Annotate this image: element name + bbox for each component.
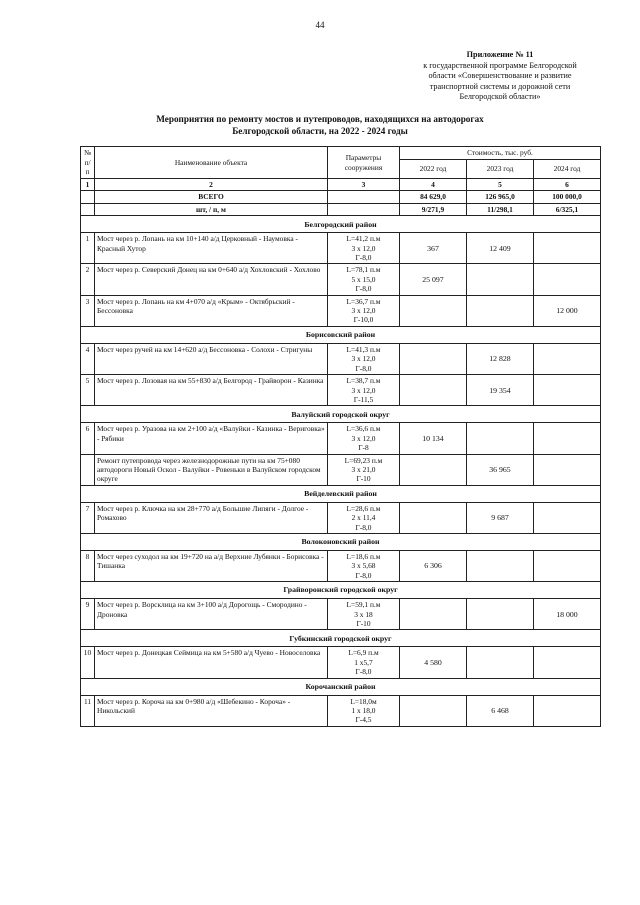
district-name: Валуйский городской округ	[81, 406, 601, 423]
object-num: 8	[81, 550, 95, 581]
object-num: 6	[81, 423, 95, 454]
object-param-line: Г-10	[356, 619, 371, 628]
units-2022: 9/271,9	[400, 203, 467, 215]
appendix-line: транспортной системы и дорожной сети	[429, 81, 571, 91]
header-params: Параметры сооружения	[328, 147, 400, 179]
object-row	[81, 375, 601, 406]
object-param-line: Г-8	[358, 443, 369, 453]
cost-2024	[534, 647, 601, 678]
cost-2024	[534, 264, 601, 295]
index-cell: 5	[467, 179, 534, 191]
header-num: № п/п	[81, 147, 95, 179]
cost-2024	[534, 423, 601, 454]
units-2023: 11/298,1	[467, 203, 534, 215]
appendix-line: к государственной программе Белгородской	[423, 60, 577, 70]
total-params	[328, 191, 400, 203]
object-num: 2	[81, 264, 95, 295]
appendix-line: Белгородской области»	[459, 92, 541, 101]
object-params	[328, 264, 400, 295]
object-row	[81, 647, 601, 678]
header-name: Наименование объекта	[95, 147, 328, 179]
cost-2022: 6 306	[400, 550, 467, 581]
object-name: Мост через р. Уразова на км 2+100 а/д «Валуйки - Казинка - Вериговка» - Рябики	[95, 423, 328, 454]
object-row	[81, 233, 601, 264]
header-cost: Стоимость, тыс. руб.	[400, 147, 601, 160]
appendix-line: области «Совершенствование и развитие	[428, 71, 572, 80]
object-param-line: L=28,6 п.м	[346, 503, 381, 513]
index-cell: 6	[534, 179, 601, 191]
object-params	[328, 599, 400, 630]
object-param-line: L=18,0м	[350, 696, 377, 706]
units-row	[81, 203, 601, 215]
object-params	[328, 423, 400, 454]
object-param-line: 5 х 15,0	[351, 274, 376, 284]
cost-2023: 12 828	[467, 343, 534, 374]
cost-2022	[400, 454, 467, 485]
object-param-line: 2 х 11,4	[351, 513, 376, 523]
object-name: Мост через р. Лопань на км 4+070 а/д «Крым» - Октябрьский - Бессоновка	[95, 295, 328, 326]
object-param-line: L=78,1 п.м	[346, 265, 381, 275]
object-param-line: 3 х 18	[354, 609, 373, 619]
object-params	[328, 343, 400, 374]
cost-2022	[400, 695, 467, 726]
units-2024: 6/325,1	[534, 203, 601, 215]
district-row	[81, 216, 601, 233]
object-param-line: L=18,6 п.м	[346, 551, 381, 561]
cost-2024: 18 000	[534, 599, 601, 630]
cost-2023: 36 965	[467, 454, 534, 485]
district-row	[81, 406, 601, 423]
cost-2024	[534, 695, 601, 726]
cost-2023	[467, 264, 534, 295]
object-param-line: 1 х5,7	[354, 657, 373, 667]
header-2024: 2024 год	[534, 160, 601, 179]
cost-2023	[467, 550, 534, 581]
object-param-line: 3 х 12,0	[351, 243, 376, 253]
district-row	[81, 678, 601, 695]
object-param-line: L=69,23 п.м	[344, 455, 383, 465]
index-cell: 1	[81, 179, 95, 191]
object-num: 3	[81, 295, 95, 326]
total-2023: 126 965,0	[467, 191, 534, 203]
object-param-line: Г-10,0	[353, 315, 374, 325]
object-name: Мост через суходол на км 19+720 на а/д Верхние Лубянки - Борисовка - Тишанка	[95, 550, 328, 581]
object-param-line: Г-4,5	[355, 715, 372, 725]
district-name: Волоконовский район	[81, 533, 601, 550]
district-row	[81, 630, 601, 647]
cost-2023: 19 354	[467, 375, 534, 406]
object-row	[81, 295, 601, 326]
header-2022: 2022 год	[400, 160, 467, 179]
object-name: Мост через р. Лозовая на км 55+830 а/д Белгород - Грайворон - Казинка	[95, 375, 328, 406]
object-params	[328, 695, 400, 726]
units-params	[328, 203, 400, 215]
object-param-line: L=36,6 п.м	[346, 424, 381, 434]
cost-2023: 6 468	[467, 695, 534, 726]
object-row	[81, 454, 601, 485]
cost-2022	[400, 295, 467, 326]
object-param-line: L=38,7 п.м	[346, 376, 381, 386]
cost-2024	[534, 343, 601, 374]
object-name: Мост через р. Донецкая Сеймица на км 5+580 а/д Чуево - Новоселовка	[95, 647, 328, 678]
header-row	[81, 147, 601, 160]
object-params	[328, 233, 400, 264]
object-param-line: 3 х 12,0	[351, 385, 376, 395]
object-param-line: L=36,7 п.м	[346, 296, 381, 306]
object-params	[328, 502, 400, 533]
object-num: 11	[81, 695, 95, 726]
total-2024: 100 000,0	[534, 191, 601, 203]
cost-2022	[400, 343, 467, 374]
district-name: Вейделевский район	[81, 485, 601, 502]
object-name: Ремонт путепровода через железнодорожные пути на км 75+080 автодороги Новый Оскол - Валуйки - Ровеньки в Валуйском городском округе	[95, 454, 328, 485]
object-num: 10	[81, 647, 95, 678]
object-params	[328, 454, 400, 485]
object-row	[81, 599, 601, 630]
object-param-line: 3 х 12,0	[351, 354, 376, 364]
cost-2023	[467, 423, 534, 454]
page-number: 44	[315, 20, 325, 30]
object-param-line: L=59,1 п.м	[346, 600, 381, 610]
object-num: 1	[81, 233, 95, 264]
object-name: Мост через р. Лопань на км 10+140 а/д Церковный - Наумовка - Красный Хутор	[95, 233, 328, 264]
cost-2023	[467, 295, 534, 326]
object-param-line: 3 х 5,68	[351, 561, 376, 571]
total-label: ВСЕГО	[95, 191, 328, 203]
object-row	[81, 502, 601, 533]
total-num	[81, 191, 95, 203]
object-param-line: Г-8,0	[355, 284, 372, 294]
object-name: Мост через р. Ворсклица на км 3+100 а/д Дорогощь - Смородино - Дроновка	[95, 599, 328, 630]
object-param-line: Г-10	[356, 474, 371, 484]
object-param-line: L=41,3 п.м	[346, 344, 381, 354]
district-row	[81, 326, 601, 343]
object-params	[328, 375, 400, 406]
object-param-line: Г-8,0	[355, 570, 372, 580]
object-row	[81, 343, 601, 374]
units-num	[81, 203, 95, 215]
object-name: Мост через р. Короча на км 0+980 а/д «Шебекино - Короча» - Никольский	[95, 695, 328, 726]
object-num: 4	[81, 343, 95, 374]
object-param-line: L=41,2 п.м	[346, 234, 381, 244]
cost-2022	[400, 502, 467, 533]
object-param-line: Г-8,0	[355, 522, 372, 532]
column-index-row	[81, 179, 601, 191]
object-num: 7	[81, 502, 95, 533]
header-2023: 2023 год	[467, 160, 534, 179]
object-row	[81, 423, 601, 454]
cost-2022: 25 097	[400, 264, 467, 295]
appendix-block	[385, 50, 615, 103]
index-cell: 2	[95, 179, 328, 191]
district-row	[81, 485, 601, 502]
cost-2023	[467, 599, 534, 630]
appendix-title: Приложение № 11	[466, 50, 534, 59]
total-row	[81, 191, 601, 203]
cost-2022	[400, 599, 467, 630]
object-row	[81, 550, 601, 581]
district-name: Губкинский городской округ	[81, 630, 601, 647]
object-param-line: 1 х 18,0	[351, 706, 376, 716]
bridges-table	[80, 146, 601, 727]
object-params	[328, 295, 400, 326]
district-name: Белгородский район	[81, 216, 601, 233]
cost-2024	[534, 502, 601, 533]
district-name: Грайворонский городской округ	[81, 582, 601, 599]
cost-2024	[534, 454, 601, 485]
object-param-line: 3 х 12,0	[351, 433, 376, 443]
object-param-line: Г-8,0	[355, 363, 372, 373]
object-param-line: 3 х 12,0	[351, 306, 376, 316]
cost-2024	[534, 550, 601, 581]
cost-2022: 4 580	[400, 647, 467, 678]
district-row	[81, 533, 601, 550]
total-2022: 84 629,0	[400, 191, 467, 203]
object-param-line: L=6,9 п.м	[348, 648, 379, 658]
object-param-line: Г-11,5	[353, 394, 374, 404]
object-num: 5	[81, 375, 95, 406]
cost-2023: 12 409	[467, 233, 534, 264]
cost-2023	[467, 647, 534, 678]
cost-2022	[400, 375, 467, 406]
object-param-line: Г-8,0	[355, 667, 372, 677]
cost-2024	[534, 375, 601, 406]
index-cell: 4	[400, 179, 467, 191]
object-num	[81, 454, 95, 485]
cost-2022: 367	[400, 233, 467, 264]
object-row	[81, 264, 601, 295]
object-num: 9	[81, 599, 95, 630]
object-name: Мост через ручей на км 14+620 а/д Бессоновка - Солохи - Стригуны	[95, 343, 328, 374]
cost-2022: 10 134	[400, 423, 467, 454]
object-name: Мост через р. Ключка на км 28+770 а/д Большие Липяги - Долгое - Ромахово	[95, 502, 328, 533]
units-label: шт, / п, м	[95, 203, 328, 215]
object-params	[328, 550, 400, 581]
object-param-line: Г-8,0	[355, 253, 372, 263]
document-title-line: Белгородской области, на 2022 - 2024 годы	[232, 126, 408, 136]
district-row	[81, 582, 601, 599]
cost-2023: 9 687	[467, 502, 534, 533]
district-name: Борисовский район	[81, 326, 601, 343]
cost-2024: 12 000	[534, 295, 601, 326]
object-row	[81, 695, 601, 726]
document-title-line: Мероприятия по ремонту мостов и путепроводов, находящихся на автодорогах	[156, 114, 484, 124]
object-param-line: 3 х 21,0	[351, 464, 376, 474]
cost-2024	[534, 233, 601, 264]
index-cell: 3	[328, 179, 400, 191]
object-name: Мост через р. Северский Донец на км 0+640 а/д Хохловский - Хохлово	[95, 264, 328, 295]
district-name: Корочанский район	[81, 678, 601, 695]
document-title	[40, 113, 600, 137]
object-params	[328, 647, 400, 678]
